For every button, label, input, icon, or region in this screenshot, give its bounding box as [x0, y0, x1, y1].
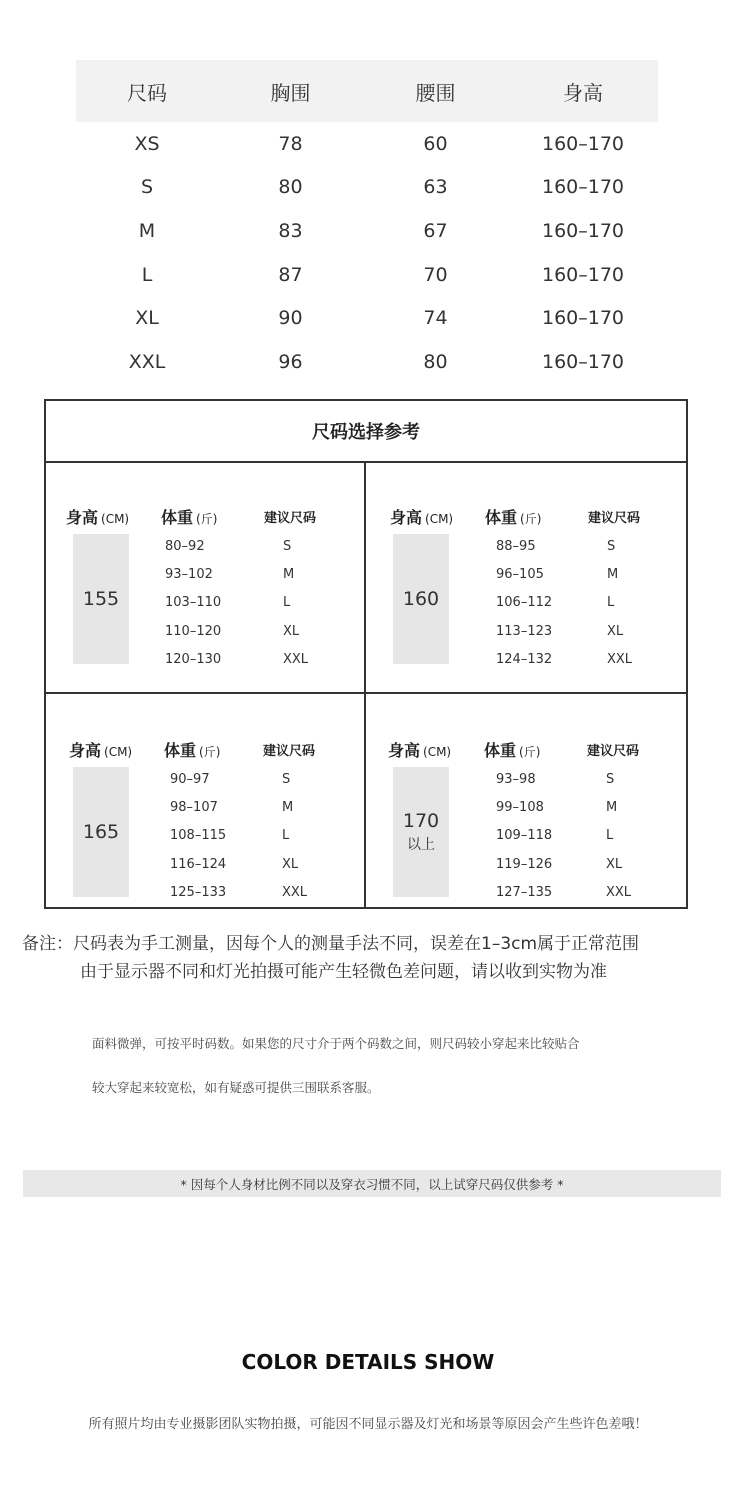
- fabric-line-1: 面料微弹，可按平时码数。如果您的尺寸介于两个码数之间，则尺码较小穿起来比较贴合: [92, 1036, 580, 1051]
- header-waist: 腰围: [415, 80, 456, 105]
- weight-size-row: [496, 879, 656, 907]
- height-column-label: [69, 738, 132, 761]
- height-cell: 160–170: [541, 263, 625, 286]
- weight-range: 90–97: [170, 771, 210, 787]
- weight-size-row: [165, 646, 333, 674]
- suggested-size: XXL: [282, 885, 308, 901]
- height-cell: 160–170: [541, 350, 625, 373]
- chest-cell: 83: [278, 219, 303, 242]
- header-size: 尺码: [127, 80, 167, 105]
- reference-block-160: [366, 461, 684, 681]
- weight-range: 108–115: [170, 828, 227, 844]
- suggested-size: XXL: [607, 652, 633, 668]
- suggested-size-label: 建议尺码: [263, 744, 316, 759]
- height-value-box: [393, 534, 449, 664]
- measurement-note: [22, 930, 639, 986]
- fabric-note: [92, 1022, 580, 1110]
- height-label: 身高: [69, 741, 102, 760]
- weight-range: 93–98: [496, 771, 536, 787]
- size-cell: XS: [134, 132, 160, 155]
- suggested-size: XL: [283, 623, 300, 639]
- weight-range: 125–133: [170, 885, 227, 901]
- weight-size-row: [165, 589, 333, 617]
- weight-size-row: [496, 589, 657, 617]
- weight-unit: (斤): [520, 512, 542, 526]
- suggested-size: M: [283, 567, 295, 583]
- weight-size-row: [496, 617, 657, 645]
- height-cell: 160–170: [541, 307, 625, 330]
- chest-cell: 87: [278, 263, 303, 286]
- color-footer-note: 所有照片均由专业摄影团队实物拍摄，可能因不同显示器及灯光和场景等原因会产生些许色差哦！: [88, 1417, 648, 1432]
- weight-range: 103–110: [165, 595, 222, 611]
- suggested-size: S: [283, 538, 292, 554]
- weight-label: 体重: [484, 741, 517, 760]
- suggested-size: XXL: [606, 885, 632, 901]
- weight-column-label: [484, 738, 540, 761]
- weight-size-row: [170, 793, 332, 821]
- height-column-label: [66, 505, 129, 528]
- weight-column-label: [164, 738, 220, 761]
- waist-cell: 80: [423, 350, 448, 373]
- suggested-size: M: [606, 800, 618, 816]
- suggested-size: L: [606, 828, 614, 844]
- suggested-size: XL: [606, 856, 623, 872]
- height-value: 165: [82, 821, 120, 843]
- weight-range: 106–112: [496, 595, 553, 611]
- waist-cell: 74: [423, 307, 448, 330]
- size-chart-body: [76, 122, 658, 384]
- weight-range: 119–126: [496, 856, 553, 872]
- chest-cell: 80: [278, 176, 303, 199]
- weight-unit: (斤): [196, 512, 218, 526]
- size-cell: XXL: [128, 350, 166, 373]
- weight-unit: (斤): [519, 745, 541, 759]
- weight-column-label: [485, 505, 541, 528]
- weight-size-list: [165, 532, 333, 674]
- weight-size-row: [496, 765, 656, 793]
- size-row: [76, 166, 658, 210]
- size-row: [76, 340, 658, 384]
- suggested-size: XXL: [283, 652, 309, 668]
- weight-size-row: [165, 617, 333, 645]
- weight-column-label: [161, 505, 217, 528]
- height-unit: (CM): [425, 512, 454, 526]
- suggested-size: S: [607, 538, 616, 554]
- weight-size-row: [170, 879, 332, 907]
- suggested-size: S: [282, 771, 291, 787]
- header-chest: 胸围: [270, 80, 311, 105]
- suggested-size: M: [607, 567, 619, 583]
- weight-size-row: [170, 850, 332, 878]
- suggested-size: S: [606, 771, 615, 787]
- size-cell: XL: [135, 307, 159, 330]
- height-value: 160: [402, 588, 440, 610]
- weight-range: 113–123: [496, 623, 553, 639]
- weight-unit: (斤): [199, 745, 221, 759]
- height-value-box: [73, 534, 129, 664]
- weight-size-list: [496, 765, 656, 907]
- weight-range: 124–132: [496, 652, 553, 668]
- weight-range: 109–118: [496, 828, 553, 844]
- size-chart-header: [76, 60, 658, 122]
- weight-size-row: [165, 532, 333, 560]
- size-cell: S: [140, 176, 154, 199]
- suggested-size: M: [282, 800, 294, 816]
- weight-size-list: [496, 532, 657, 674]
- waist-cell: 67: [423, 219, 448, 242]
- weight-label: 体重: [164, 741, 197, 760]
- suggested-size-label: 建议尺码: [588, 511, 641, 526]
- suggested-size: L: [282, 828, 290, 844]
- suggested-size: XL: [282, 856, 299, 872]
- weight-range: 99–108: [496, 800, 544, 816]
- chest-cell: 96: [278, 350, 303, 373]
- height-value-box: [393, 767, 449, 897]
- weight-size-row: [496, 850, 656, 878]
- height-value: 155: [82, 588, 120, 610]
- weight-size-row: [496, 822, 656, 850]
- height-cell: 160–170: [541, 219, 625, 242]
- size-row: [76, 209, 658, 253]
- size-row: [76, 296, 658, 340]
- suggested-size: L: [283, 595, 291, 611]
- height-value: 170: [402, 810, 440, 832]
- weight-size-row: [496, 646, 657, 674]
- weight-range: 96–105: [496, 567, 544, 583]
- chest-cell: 90: [278, 307, 303, 330]
- height-column-label: [390, 505, 453, 528]
- reference-title: 尺码选择参考: [46, 401, 686, 463]
- weight-range: 93–102: [165, 567, 213, 583]
- height-cell: 160–170: [541, 176, 625, 199]
- size-chart-table: [76, 60, 658, 384]
- weight-range: 110–120: [165, 623, 222, 639]
- size-row: [76, 122, 658, 166]
- height-value-box: [73, 767, 129, 897]
- header-height: 身高: [563, 80, 603, 105]
- height-cell: 160–170: [541, 132, 625, 155]
- reference-block-165: [46, 694, 364, 914]
- weight-label: 体重: [485, 508, 518, 527]
- size-cell: L: [141, 263, 153, 286]
- waist-cell: 60: [423, 132, 448, 155]
- size-row: [76, 253, 658, 297]
- weight-size-row: [496, 560, 657, 588]
- waist-cell: 63: [423, 176, 448, 199]
- height-label: 身高: [388, 741, 421, 760]
- note-line-2: 由于显示器不同和灯光拍摄可能产生轻微色差问题，请以收到实物为准: [80, 962, 607, 982]
- suggested-size: L: [607, 595, 615, 611]
- size-reference-box: [44, 399, 688, 909]
- chest-cell: 78: [278, 132, 303, 155]
- weight-range: 116–124: [170, 856, 227, 872]
- note-line-1: 备注：尺码表为手工测量，因每个人的测量手法不同，误差在1–3cm属于正常范围: [22, 934, 640, 954]
- reference-grid: [46, 461, 686, 907]
- waist-cell: 70: [423, 263, 448, 286]
- size-cell: M: [138, 219, 156, 242]
- weight-size-row: [496, 793, 656, 821]
- weight-size-row: [165, 560, 333, 588]
- height-value-suffix: 以上: [407, 837, 435, 853]
- weight-size-row: [170, 765, 332, 793]
- weight-range: 120–130: [165, 652, 222, 668]
- weight-label: 体重: [161, 508, 194, 527]
- suggested-size-label: 建议尺码: [587, 744, 640, 759]
- height-unit: (CM): [104, 745, 133, 759]
- weight-size-row: [170, 822, 332, 850]
- height-unit: (CM): [423, 745, 452, 759]
- weight-size-list: [170, 765, 332, 907]
- reference-block-170: [366, 694, 684, 914]
- color-details-title: COLOR DETAILS SHOW: [241, 1350, 495, 1374]
- weight-range: 80–92: [165, 538, 205, 554]
- height-label: 身高: [390, 508, 423, 527]
- reference-block-155: [46, 461, 364, 681]
- weight-range: 127–135: [496, 885, 553, 901]
- height-label: 身高: [66, 508, 99, 527]
- weight-range: 98–107: [170, 800, 218, 816]
- height-unit: (CM): [101, 512, 130, 526]
- weight-range: 88–95: [496, 538, 536, 554]
- disclaimer-strip: * 因每个人身材比例不同以及穿衣习惯不同，以上试穿尺码仅供参考 *: [23, 1170, 721, 1197]
- suggested-size: XL: [607, 623, 624, 639]
- suggested-size-label: 建议尺码: [264, 511, 317, 526]
- height-column-label: [388, 738, 451, 761]
- weight-size-row: [496, 532, 657, 560]
- fabric-line-2: 较大穿起来较宽松，如有疑惑可提供三围联系客服。: [92, 1080, 380, 1095]
